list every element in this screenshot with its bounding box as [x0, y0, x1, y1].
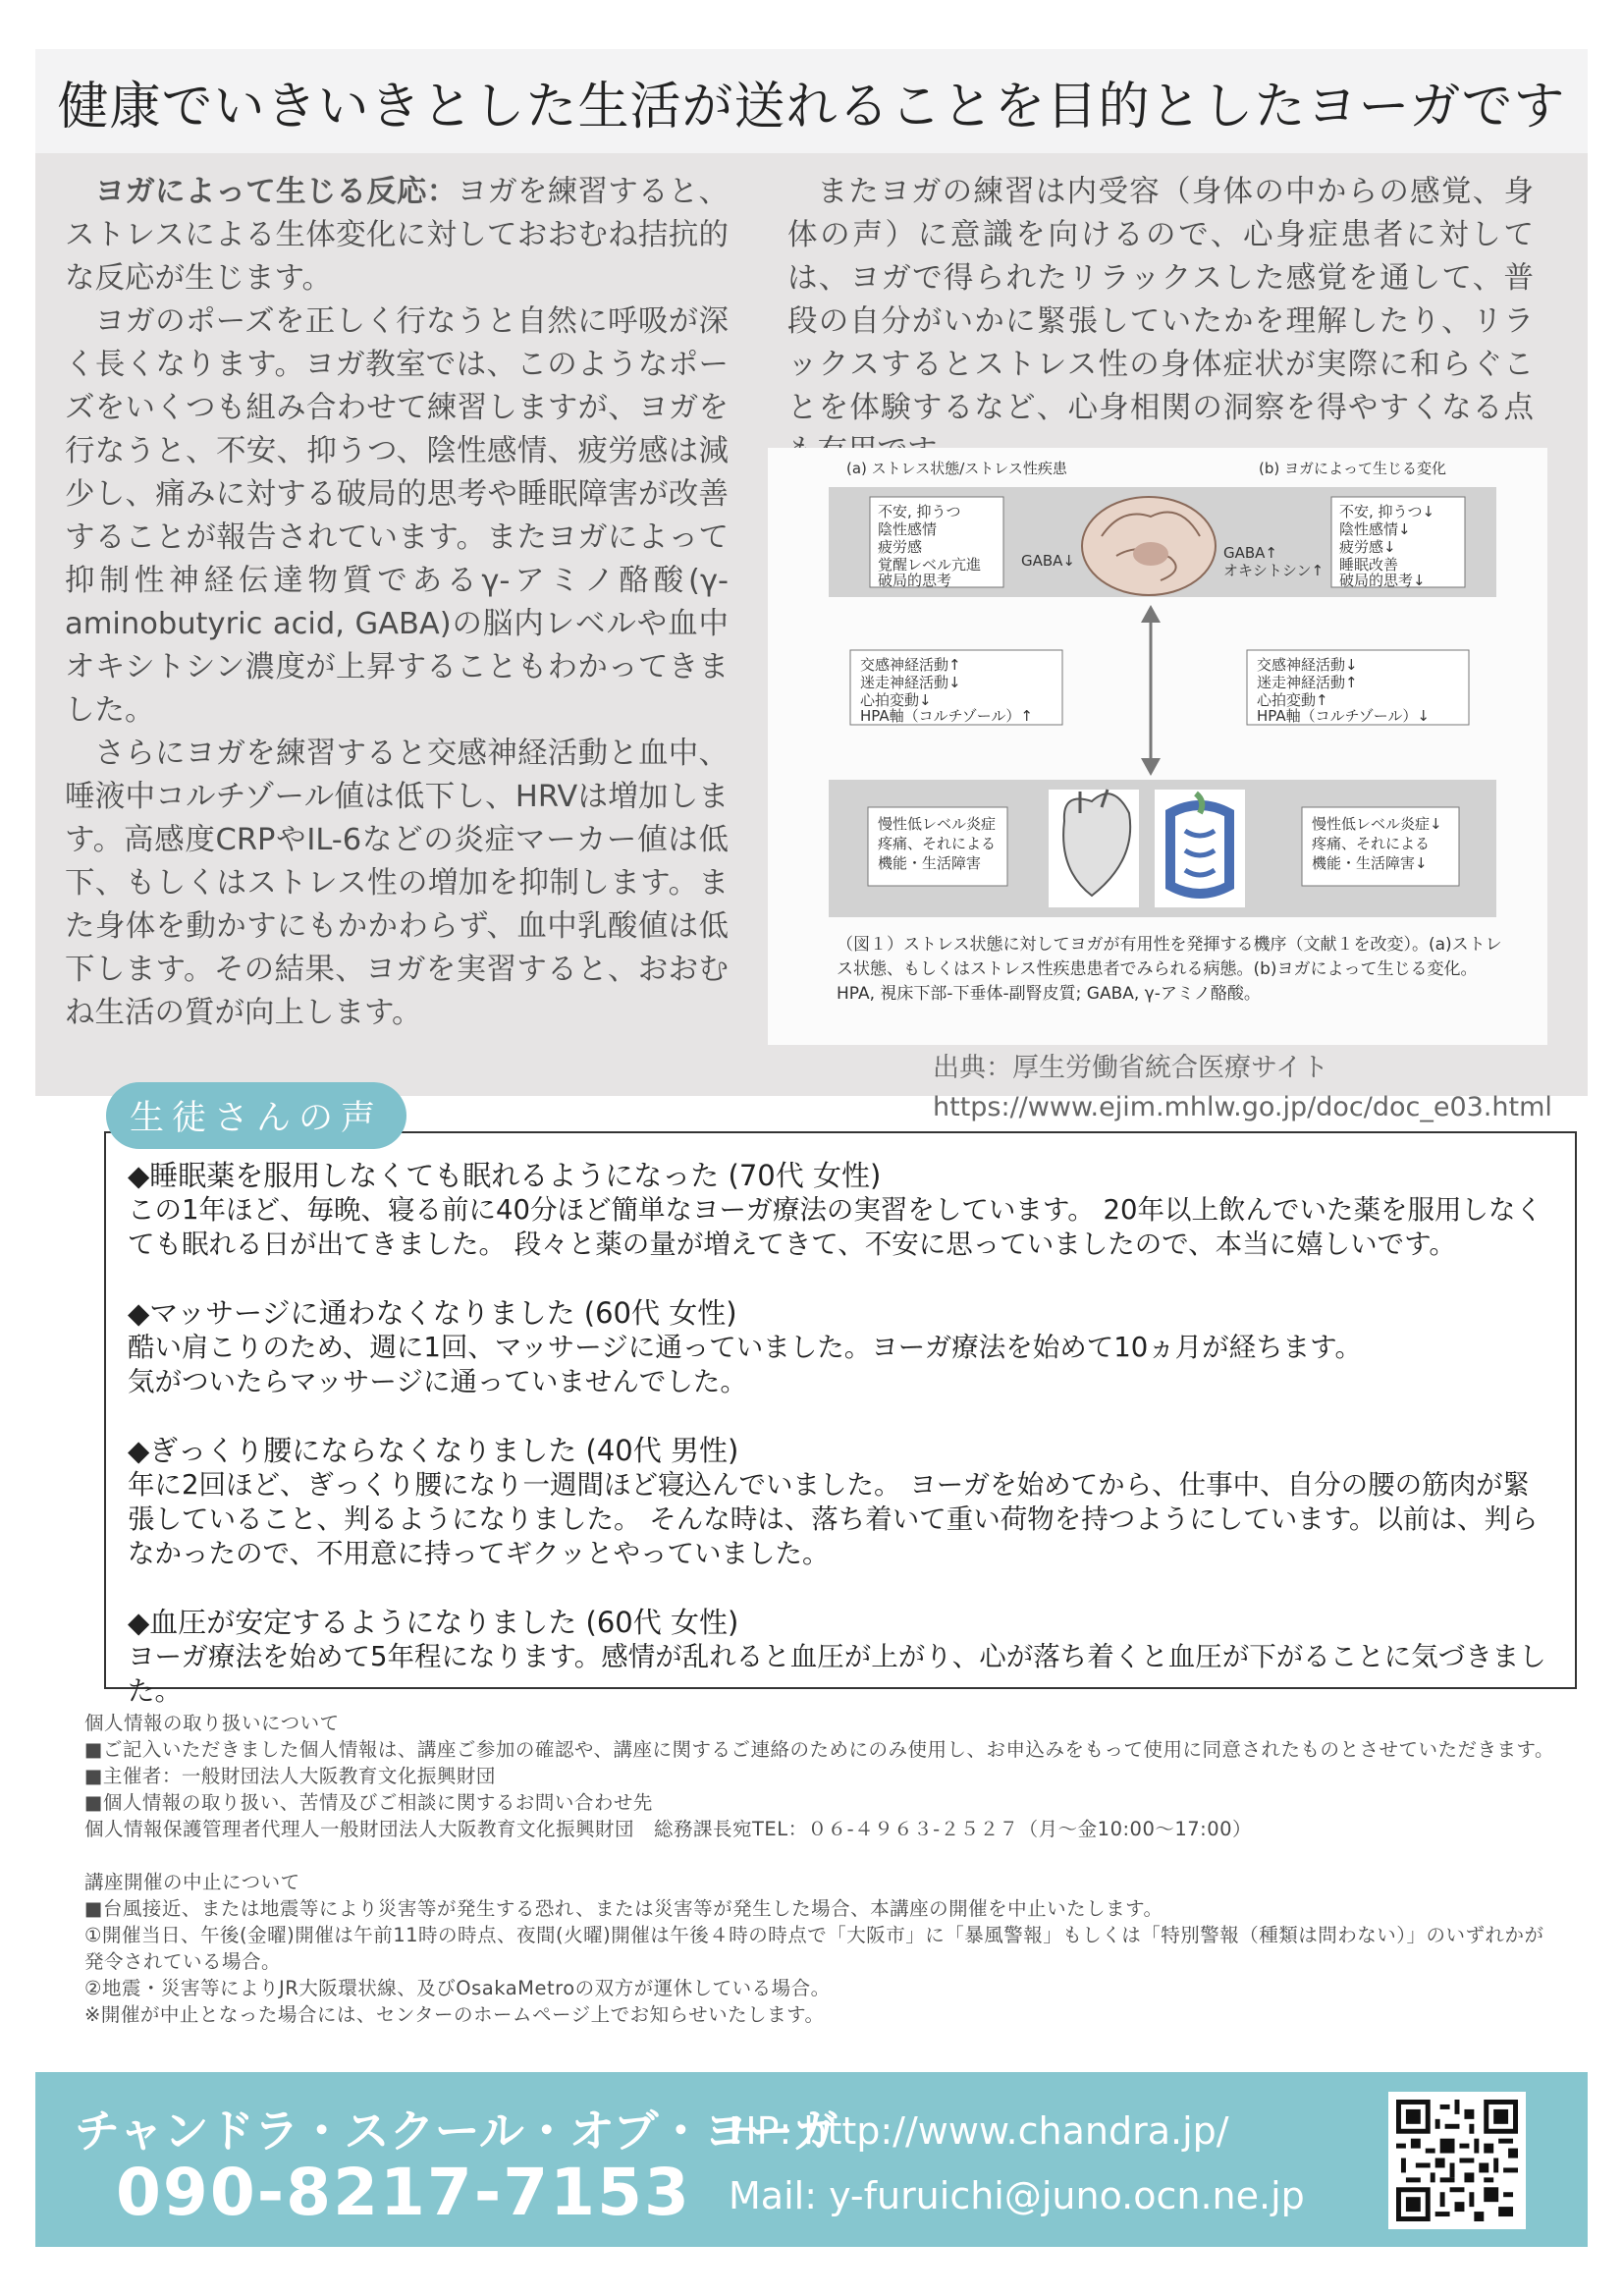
voice-body: 酷い肩こりのため、週に1回、マッサージに通っていました。ヨーガ療法を始めて10ヵ月が経ちます。	[128, 1332, 1362, 1363]
cancel-line: ②地震・災害等によりJR大阪環状線、及びOsakaMetroの双方が運休している場合。	[84, 1977, 831, 1999]
fig-b2-line: HPA軸（コルチゾール）↓	[1257, 707, 1430, 725]
voice-heading: ◆睡眠薬を服用しなくても眠れるようになった (70代 女性)	[128, 1159, 882, 1192]
left-paragraph-3: さらにヨガを練習すると交感神経活動と血中、唾液中コルチゾール値は低下し、HRVは増加します。高感度CRPやIL-6などの炎症マーカー値は低下、もしくはストレス性の増加を抑制します。また身体を動かすにもかかわらず、血中乳酸値は低下します。その結果、ヨガを実習すると、おおむね生活の質が向上します。	[65, 737, 729, 1030]
left-paragraph-2: ヨガのポーズを正しく行なうと自然に呼吸が深く長くなります。ヨガ教室では、このようなポーズをいくつも組み合わせて練習しますが、ヨガを行なうと、不安、抑うつ、陰性感情、疲労感は減少し、痛みに対する破局的思考や睡眠障害が改善することが報告されています。またヨガによって抑制性神経伝達物質であるγ-アミノ酪酸(γ-aminobutyric acid, GABA)の脳内レベルや血中オキシトシン濃度が上昇することもわかってきました。	[65, 304, 729, 728]
privacy-title: 個人情報の取り扱いについて	[84, 1712, 340, 1734]
heart-icon	[1049, 790, 1139, 907]
fig-a2-line: HPA軸（コルチゾール）↑	[860, 707, 1033, 725]
voice-item	[128, 1606, 1551, 1709]
fig-a2-line: 交感神経活動↑	[860, 656, 961, 674]
figure	[768, 448, 1547, 1045]
voices-box	[104, 1131, 1577, 1707]
voice-body: ヨーガ療法を始めて5年程になります。感情が乱れると血圧が上がり、心が落ち着くと血圧が下がることに気づきました。	[128, 1641, 1546, 1707]
phone-number[interactable]: 090-8217-7153	[116, 2155, 691, 2230]
fig-b3-line: 疼痛、それによる	[1312, 835, 1431, 852]
fig-gaba-b: GABA↑	[1223, 544, 1278, 562]
fig-b1-line: 不安, 抑うつ↓	[1339, 503, 1435, 520]
left-paragraph-1	[65, 171, 729, 301]
notice	[84, 1710, 1557, 2028]
privacy-line: ■ご記入いただきました個人情報は、講座ご参加の確認や、講座に関するご連絡のためにのみ使用し、お申込みをもって使用に同意されたものとさせていただきます。	[84, 1738, 1554, 1761]
brain-icon	[1082, 497, 1216, 595]
voice-item	[128, 1434, 1551, 1571]
privacy-line: ■主催者：一般財団法人大阪教育文化振興財団	[84, 1765, 496, 1787]
fig-a1-line: 破局的思考	[878, 572, 952, 589]
voice-item	[128, 1296, 1551, 1399]
fig-label-a: (a) ストレス状態/ストレス性疾患	[846, 460, 1067, 477]
qr-code-graphic	[1396, 2100, 1518, 2221]
spacer	[84, 1842, 1557, 1869]
fig-b2-line: 交感神経活動↓	[1257, 656, 1358, 674]
cancel-line: ※開催が中止となった場合には、センターのホームページ上でお知らせいたします。	[84, 2003, 825, 2026]
cancel-title: 講座開催の中止について	[84, 1871, 300, 1893]
fig-box-b3-text	[1312, 815, 1442, 872]
voices-tab	[106, 1082, 406, 1149]
right-column: またヨガの練習は内受容（身体の中からの感覚、身体の声）に意識を向けるので、心身症患者に対しては、ヨガで得られたリラックスした感覚を通して、普段の自分がいかに緊張していたかを理解したり、リラックスするとストレス性の身体症状が実際に和らぐことを体験するなど、心身相関の洞察を得やすくなる点	[787, 175, 1534, 425]
fig-b1-line: 陰性感情↓	[1339, 520, 1411, 538]
source-url: https://www.ejim.mhlw.go.jp/doc/doc_e03.html	[933, 1092, 1552, 1122]
qr-code-icon[interactable]	[1388, 2092, 1526, 2229]
fig-box-a3-text	[878, 815, 996, 872]
homepage-link[interactable]: HP: http://www.chandra.jp/	[729, 2109, 1229, 2153]
title-bar	[35, 49, 1588, 153]
intestine-icon	[1155, 790, 1245, 907]
voice-body: 年に2回ほど、ぎっくり腰になり一週間ほど寝込んでいました。 ヨーガを始めてから、仕事中、自分の腰の筋肉が緊張していること、判るようになりました。 そんな時は、落ち着いて重い荷物を持つようにしています。以前は、判らなかったので、不用意に持ってギクッとやっていました。	[128, 1469, 1539, 1569]
privacy-line: ■個人情報の取り扱い、苦情及びご相談に関するお問い合わせ先	[84, 1791, 653, 1814]
privacy-line: 個人情報保護管理者代理人一般財団法人大阪教育文化振興財団 総務課長宛TEL：０６-４９６３-２５２７（月～金10:00～17:00）	[84, 1818, 1253, 1840]
figure-caption: （図１）ストレス状態に対してヨガが有用性を発揮する機序（文献１を改変）。(a)ストレス状態、もしくはストレス性疾患患者でみられる病態。(b)ヨガによって生じる変化。HPA, 視床下部-下垂体-副腎皮質; GABA, γ-アミノ酪酸。	[837, 935, 1502, 1004]
fig-a2-line: 心拍変動↓	[860, 691, 932, 709]
cancel-line: ■台風接近、または地震等により災害等が発生する恐れ、または災害等が発生した場合、本講座の開催を中止いたします。	[84, 1897, 1163, 1920]
fig-oxytocin-b: オキシトシン↑	[1223, 562, 1325, 579]
fig-b1-line: 疲労感↓	[1339, 538, 1396, 556]
fig-b2-line: 迷走神経活動↑	[1257, 674, 1358, 691]
fig-a3-line: 機能・生活障害	[878, 854, 982, 872]
voice-heading: ◆血圧が安定するようになりました (60代 女性)	[128, 1606, 739, 1639]
page-title: 健康でいきいきとした生活が送れることを目的としたヨーガです	[57, 77, 1566, 137]
fig-b3-line: 慢性低レベル炎症↓	[1312, 815, 1442, 833]
footer	[35, 2072, 1588, 2247]
fig-a3-line: 慢性低レベル炎症	[878, 815, 997, 833]
voice-body: 気がついたらマッサージに通っていませんでした。	[128, 1366, 747, 1397]
left-paragraph-1-rest: ヨガを練習すると、ストレスによる生体変化に対しておおむね拮抗的な反応が生じます。	[65, 175, 729, 296]
fig-a1-line: 疲労感	[878, 538, 923, 556]
fig-a1-line: 覚醒レベル亢進	[878, 556, 982, 574]
voice-heading: ◆ぎっくり腰にならなくなりました (40代 男性)	[128, 1434, 739, 1467]
fig-b1-line: 睡眠改善	[1339, 556, 1399, 574]
voice-body: この1年ほど、毎晩、寝る前に40分ほど簡単なヨーガ療法の実習をしています。 20年以上飲んでいた薬を服用しなくても眠れる日が出てきました。 段々と薬の量が増えてきて、不安に思っていましたので、本当に嬉しいです。	[128, 1194, 1542, 1260]
fig-a1-line: 陰性感情	[878, 520, 938, 538]
source	[933, 1049, 1552, 1127]
lead-heading: ヨガによって生じる反応：	[94, 175, 458, 209]
voice-item	[128, 1159, 1551, 1262]
email-link[interactable]: Mail: y-furuichi@juno.ocn.ne.jp	[729, 2174, 1305, 2217]
fig-b2-line: 心拍変動↑	[1257, 691, 1328, 709]
voices-tab-label: 生徒さんの声	[129, 1099, 383, 1138]
fig-b3-line: 機能・生活障害↓	[1312, 854, 1428, 872]
cancel-line: ①開催当日、午後(金曜)開催は午前11時の時点、夜間(火曜)開催は午後４時の時点で「大阪市」に「暴風警報」もしくは「特別警報（種類は問わない）」のいずれかが発令されている場合。	[84, 1924, 1544, 1973]
left-column	[65, 171, 729, 1035]
fig-a2-line: 迷走神経活動↓	[860, 674, 961, 691]
school-name: チャンドラ・スクール・オブ・ヨーガ	[75, 2105, 839, 2158]
source-label: 出典：厚生労働省統合医療サイト	[933, 1053, 1329, 1083]
fig-a3-line: 疼痛、それによる	[878, 835, 997, 852]
fig-gaba-a: GABA↓	[1021, 552, 1076, 570]
fig-label-b: (b) ヨガによって生じる変化	[1259, 460, 1446, 477]
fig-a1-line: 不安, 抑うつ	[878, 503, 961, 520]
double-arrow-icon	[1141, 605, 1161, 776]
fig-b1-line: 破局的思考↓	[1339, 572, 1426, 589]
voice-heading: ◆マッサージに通わなくなりました (60代 女性)	[128, 1296, 737, 1330]
